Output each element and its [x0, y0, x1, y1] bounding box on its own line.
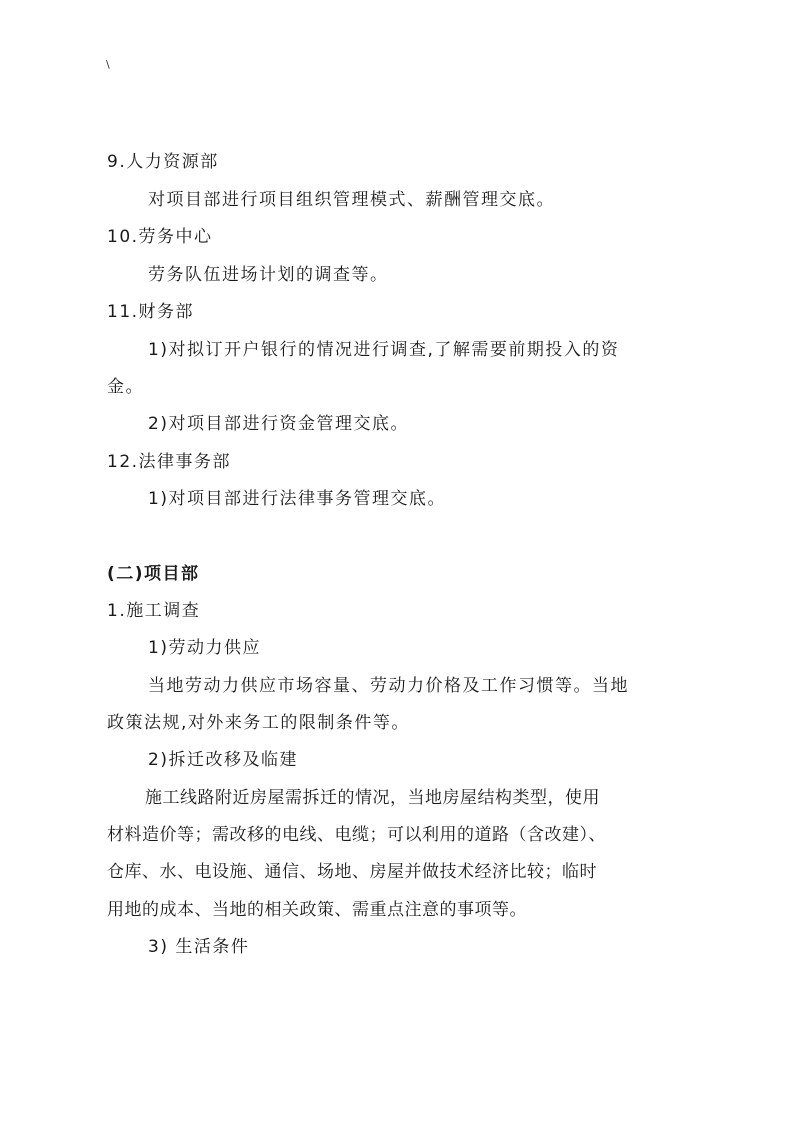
heading-labor-center: 10.劳务中心	[107, 227, 213, 247]
subheading-demolition: 2)拆迁改移及临建	[148, 750, 298, 770]
paragraph-finance-2: 2)对项目部进行资金管理交底。	[148, 414, 409, 434]
heading-finance-dept: 11.财务部	[107, 302, 195, 322]
paragraph-hr-dept: 对项目部进行项目组织管理模式、薪酬管理交底。	[148, 190, 555, 210]
heading-legal-dept: 12.法律事务部	[107, 452, 232, 472]
paragraph-finance-1: 1)对拟订开户银行的情况进行调查,了解需要前期投入的资	[148, 340, 620, 360]
paragraph-labor-center: 劳务队伍进场计划的调查等。	[148, 265, 389, 285]
paragraph-demolition-1: 施工线路附近房屋需拆迁的情况，当地房屋结构类型，使用	[145, 788, 600, 808]
subheading-living-conditions: 3) 生活条件	[148, 937, 250, 957]
heading-construction-survey: 1.施工调查	[107, 601, 201, 621]
paragraph-demolition-4: 用地的成本、当地的相关政策、需重点注意的事项等。	[107, 900, 527, 920]
paragraph-finance-1-cont: 金。	[107, 377, 144, 397]
paragraph-labor-supply-cont: 政策法规,对外来务工的限制条件等。	[107, 713, 410, 733]
subheading-labor-supply: 1)劳动力供应	[148, 638, 261, 658]
paragraph-labor-supply: 当地劳动力供应市场容量、劳动力价格及工作习惯等。当地	[148, 676, 629, 696]
paragraph-legal-1: 1)对项目部进行法律事务管理交底。	[148, 489, 446, 509]
heading-hr-dept: 9.人力资源部	[107, 152, 219, 172]
page-marker: \	[106, 58, 110, 71]
section-heading-project-dept: (二)项目部	[107, 564, 200, 584]
paragraph-demolition-2: 材料造价等；需改移的电线、电缆；可以利用的道路（含改建）、	[107, 825, 606, 845]
paragraph-demolition-3: 仓库、水、电设施、通信、场地、房屋并做技术经济比较；临时	[107, 862, 597, 882]
